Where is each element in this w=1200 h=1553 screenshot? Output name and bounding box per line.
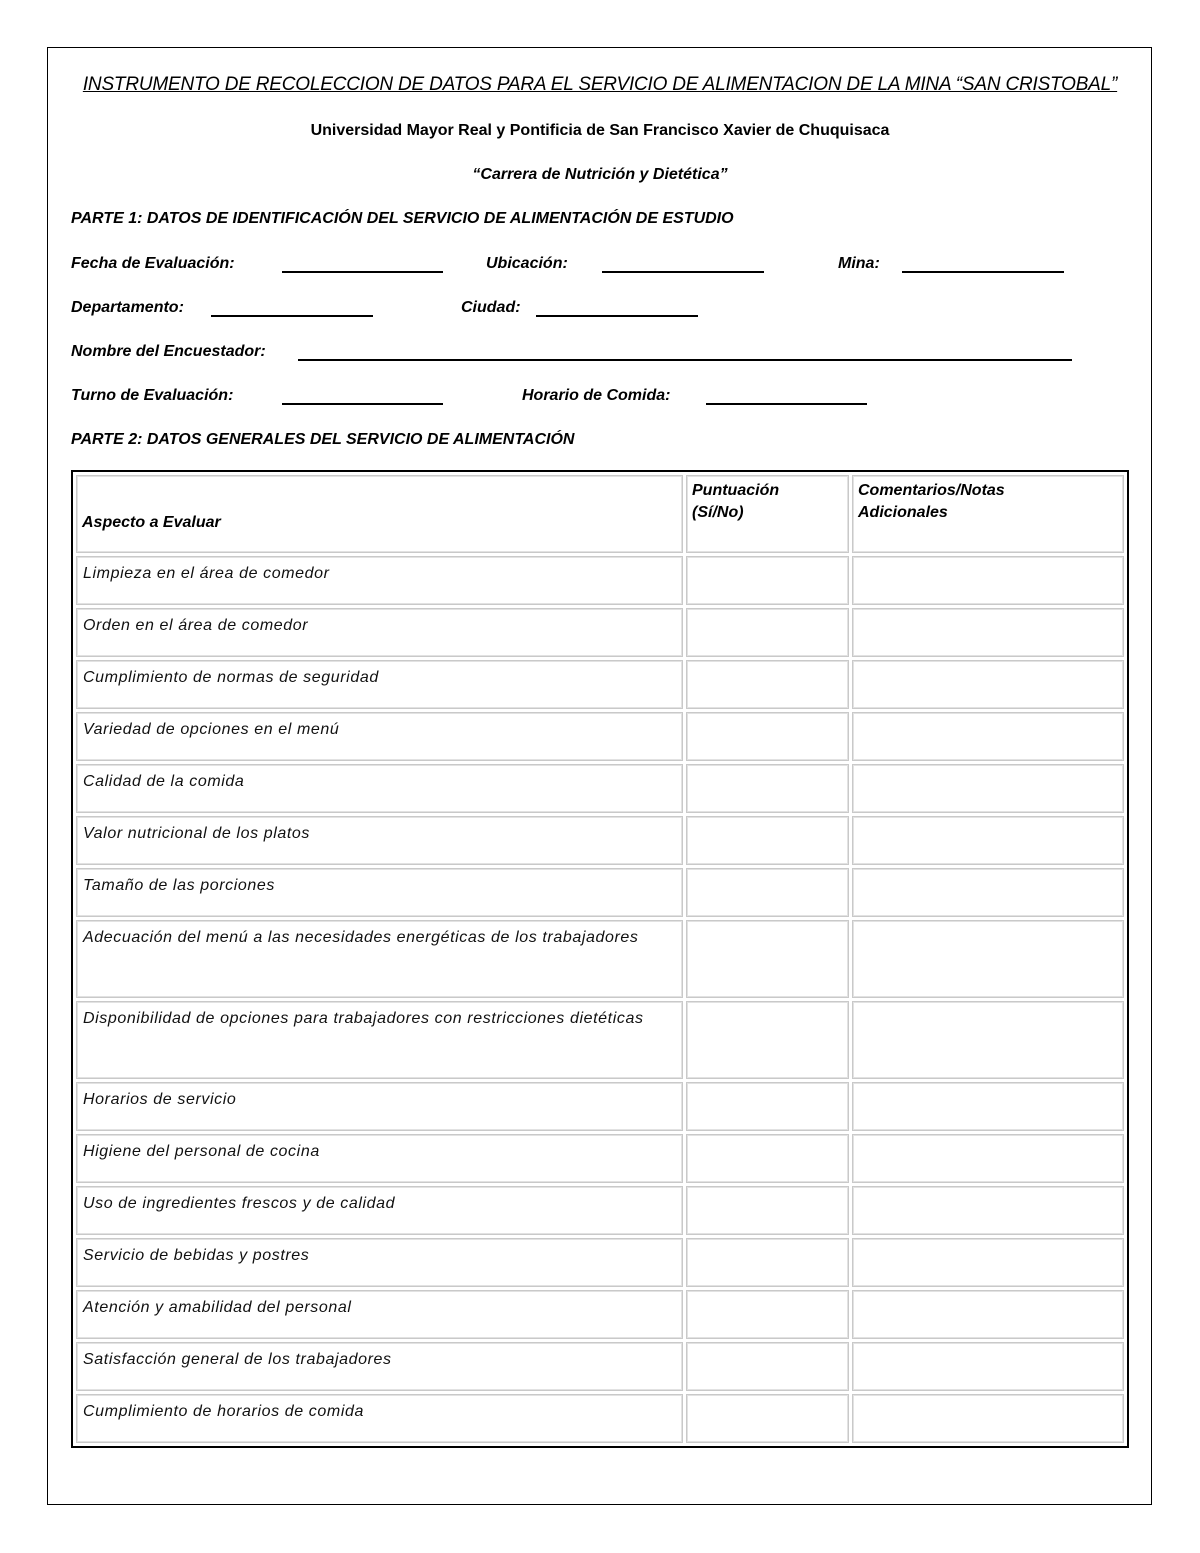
- mina-field[interactable]: [902, 271, 1064, 273]
- aspect-cell: Limpieza en el área de comedor: [76, 556, 683, 605]
- mina-label: Mina:: [838, 255, 880, 272]
- table-row: [76, 660, 1124, 709]
- turno-label: Turno de Evaluación:: [71, 387, 234, 404]
- table-row: [76, 920, 1124, 998]
- aspect-cell: Horarios de servicio: [76, 1082, 683, 1131]
- comments-cell[interactable]: [852, 868, 1124, 917]
- table-row: [76, 1342, 1124, 1391]
- table-row: [76, 1186, 1124, 1235]
- document-title: INSTRUMENTO DE RECOLECCION DE DATOS PARA EL SERVICIO DE ALIMENTACION DE LA MINA “SAN CRISTOBAL”: [82, 74, 1118, 95]
- score-cell[interactable]: [686, 1082, 849, 1131]
- comments-cell[interactable]: [852, 1342, 1124, 1391]
- table-row: [76, 868, 1124, 917]
- aspect-cell: Orden en el área de comedor: [76, 608, 683, 657]
- aspect-cell: Satisfacción general de los trabajadores: [76, 1342, 683, 1391]
- aspect-cell: Servicio de bebidas y postres: [76, 1238, 683, 1287]
- table-row: [76, 1001, 1124, 1079]
- score-cell[interactable]: [686, 816, 849, 865]
- table-row: [76, 1394, 1124, 1443]
- ciudad-label: Ciudad:: [461, 299, 521, 316]
- aspect-cell: Variedad de opciones en el menú: [76, 712, 683, 761]
- aspect-cell: Higiene del personal de cocina: [76, 1134, 683, 1183]
- table-row: [76, 764, 1124, 813]
- comments-cell[interactable]: [852, 920, 1124, 998]
- aspect-cell: Atención y amabilidad del personal: [76, 1290, 683, 1339]
- header-aspect: Aspecto a Evaluar: [76, 475, 683, 553]
- score-cell[interactable]: [686, 712, 849, 761]
- table-row: [76, 1238, 1124, 1287]
- encuestador-field[interactable]: [298, 359, 1072, 361]
- aspect-cell: Tamaño de las porciones: [76, 868, 683, 917]
- aspect-cell: Disponibilidad de opciones para trabajadores con restricciones dietéticas: [76, 1001, 683, 1079]
- score-cell[interactable]: [686, 868, 849, 917]
- aspect-cell: Adecuación del menú a las necesidades energéticas de los trabajadores: [76, 920, 683, 998]
- comments-cell[interactable]: [852, 712, 1124, 761]
- table-row: [76, 556, 1124, 605]
- aspect-cell: Valor nutricional de los platos: [76, 816, 683, 865]
- comments-cell[interactable]: [852, 556, 1124, 605]
- horario-label: Horario de Comida:: [522, 387, 671, 404]
- header-score: [686, 475, 849, 553]
- fecha-label: Fecha de Evaluación:: [71, 255, 235, 272]
- comments-cell[interactable]: [852, 1134, 1124, 1183]
- part2-heading: PARTE 2: DATOS GENERALES DEL SERVICIO DE ALIMENTACIÓN: [71, 431, 575, 448]
- header-comments-line2: Adicionales: [858, 504, 948, 521]
- departamento-field[interactable]: [211, 315, 373, 317]
- header-comments: [852, 475, 1124, 553]
- score-cell[interactable]: [686, 608, 849, 657]
- comments-cell[interactable]: [852, 660, 1124, 709]
- departamento-label: Departamento:: [71, 299, 184, 316]
- career-name: “Carrera de Nutrición y Dietética”: [472, 166, 728, 183]
- table-row: [76, 608, 1124, 657]
- score-cell[interactable]: [686, 764, 849, 813]
- fecha-field[interactable]: [282, 271, 443, 273]
- comments-cell[interactable]: [852, 1290, 1124, 1339]
- turno-field[interactable]: [282, 403, 443, 405]
- aspect-cell: Cumplimiento de horarios de comida: [76, 1394, 683, 1443]
- table-row: [76, 1290, 1124, 1339]
- evaluation-table: [71, 470, 1129, 1448]
- ubicacion-field[interactable]: [602, 271, 764, 273]
- score-cell[interactable]: [686, 1342, 849, 1391]
- ubicacion-label: Ubicación:: [486, 255, 568, 272]
- score-cell[interactable]: [686, 1134, 849, 1183]
- header-score-line2: (Sí/No): [692, 504, 744, 521]
- comments-cell[interactable]: [852, 764, 1124, 813]
- table-row: [76, 1082, 1124, 1131]
- header-score-line1: Puntuación: [692, 482, 780, 499]
- encuestador-label: Nombre del Encuestador:: [71, 343, 266, 360]
- comments-cell[interactable]: [852, 1238, 1124, 1287]
- part1-heading: PARTE 1: DATOS DE IDENTIFICACIÓN DEL SERVICIO DE ALIMENTACIÓN DE ESTUDIO: [71, 210, 734, 227]
- aspect-cell: Uso de ingredientes frescos y de calidad: [76, 1186, 683, 1235]
- aspect-cell: Calidad de la comida: [76, 764, 683, 813]
- score-cell[interactable]: [686, 556, 849, 605]
- score-cell[interactable]: [686, 660, 849, 709]
- score-cell[interactable]: [686, 1186, 849, 1235]
- comments-cell[interactable]: [852, 608, 1124, 657]
- comments-cell[interactable]: [852, 1394, 1124, 1443]
- horario-field[interactable]: [706, 403, 867, 405]
- university-name: Universidad Mayor Real y Pontificia de San Francisco Xavier de Chuquisaca: [310, 122, 890, 139]
- score-cell[interactable]: [686, 920, 849, 998]
- header-comments-line1: Comentarios/Notas: [858, 482, 1005, 499]
- comments-cell[interactable]: [852, 816, 1124, 865]
- comments-cell[interactable]: [852, 1186, 1124, 1235]
- table-row: [76, 712, 1124, 761]
- score-cell[interactable]: [686, 1394, 849, 1443]
- ciudad-field[interactable]: [536, 315, 698, 317]
- table-row: [76, 1134, 1124, 1183]
- score-cell[interactable]: [686, 1238, 849, 1287]
- comments-cell[interactable]: [852, 1082, 1124, 1131]
- table-row: [76, 816, 1124, 865]
- aspect-cell: Cumplimiento de normas de seguridad: [76, 660, 683, 709]
- score-cell[interactable]: [686, 1001, 849, 1079]
- comments-cell[interactable]: [852, 1001, 1124, 1079]
- score-cell[interactable]: [686, 1290, 849, 1339]
